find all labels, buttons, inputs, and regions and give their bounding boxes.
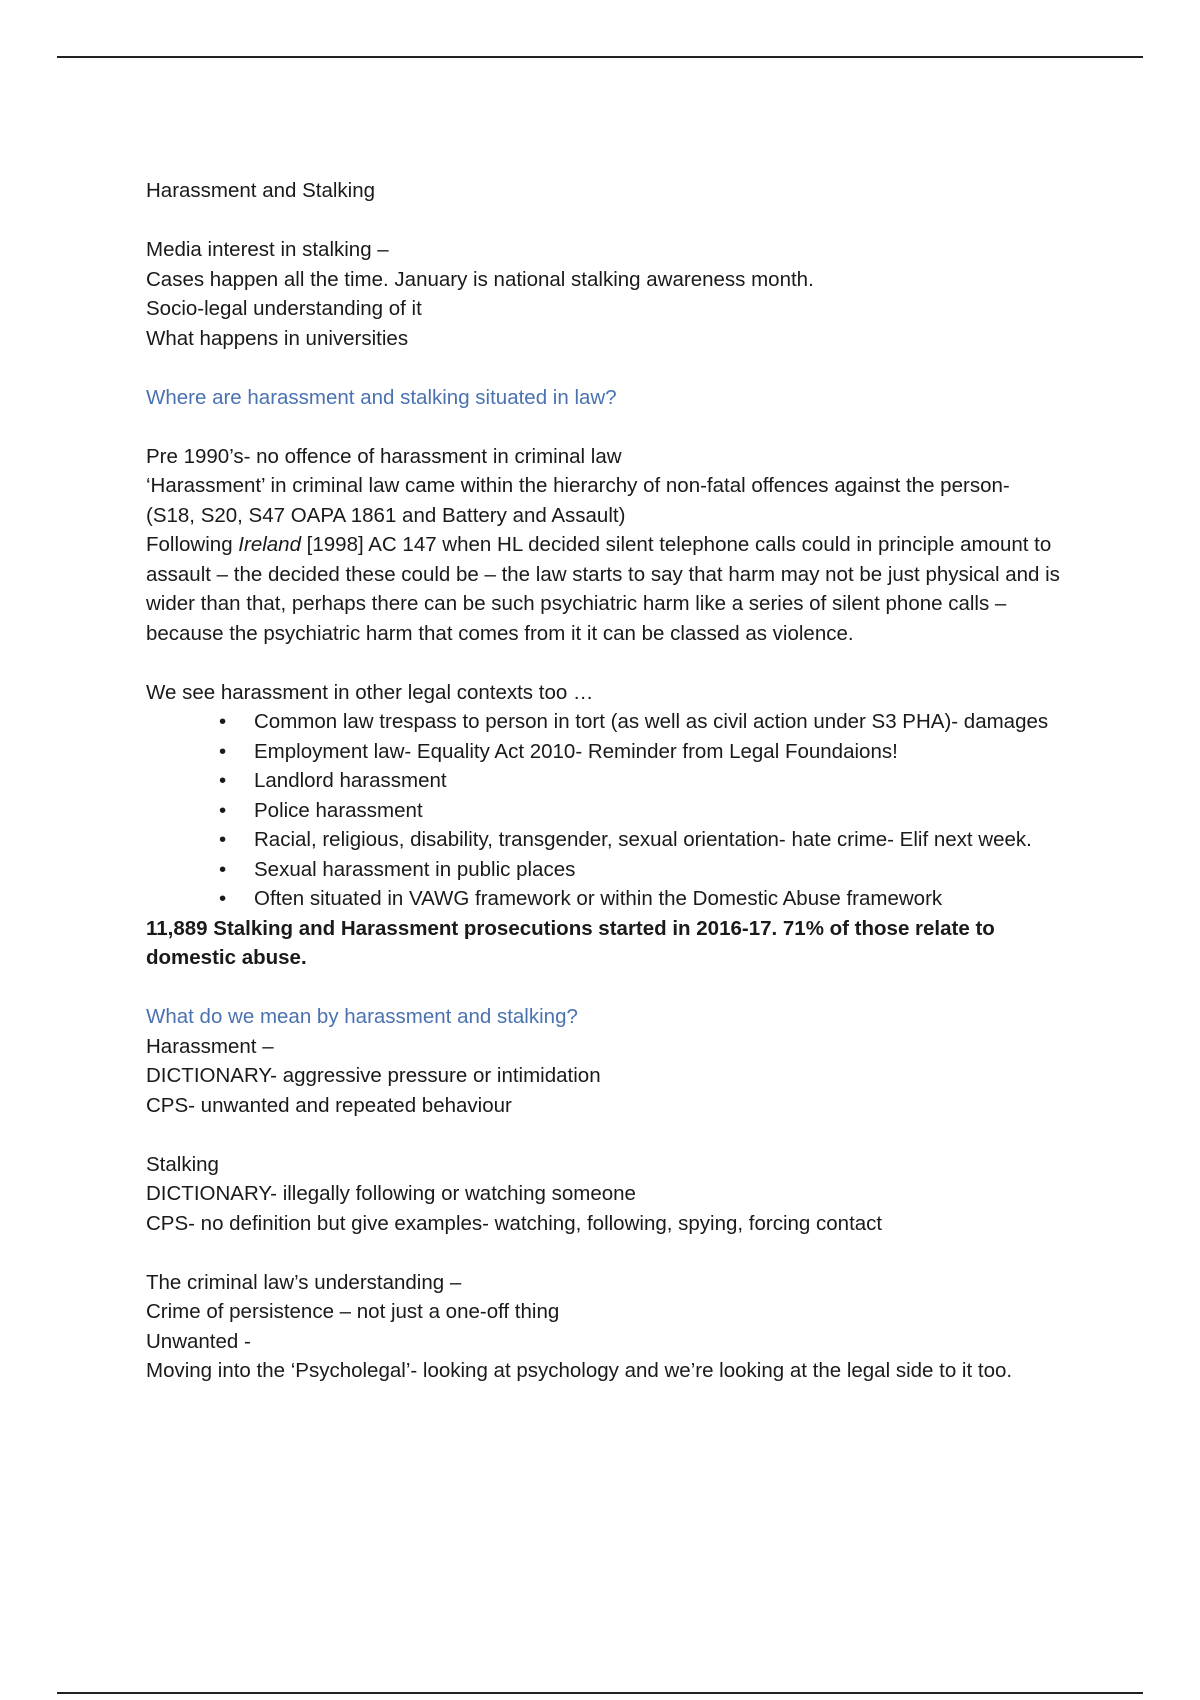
- intro-line: What happens in universities: [146, 326, 409, 350]
- list-item-text: Sexual harassment in public places: [254, 857, 576, 881]
- paragraph-line: Crime of persistence – not just a one-off thing: [146, 1300, 560, 1323]
- spacer: [146, 648, 1066, 678]
- definition-line: CPS- unwanted and repeated behaviour: [146, 1093, 512, 1117]
- document-body: [146, 176, 1066, 1386]
- intro-line: Cases happen all the time. January is national stalking awareness month.: [146, 267, 814, 291]
- ireland-text-before: Following: [146, 533, 239, 556]
- spacer: [146, 206, 1066, 236]
- list-item: [219, 707, 1066, 737]
- page-bottom-rule: [57, 1692, 1143, 1694]
- section-heading-meaning: What do we mean by harassment and stalking?: [146, 1005, 578, 1028]
- bullet-icon: •: [219, 739, 227, 763]
- ireland-paragraph: [146, 530, 1066, 648]
- paragraph-line: Pre 1990’s- no offence of harassment in criminal law: [146, 444, 622, 468]
- bullet-icon: •: [219, 857, 227, 881]
- paragraph-line: (S18, S20, S47 OAPA 1861 and Battery and Assault): [146, 503, 626, 527]
- definition-line: CPS- no definition but give examples- watching, following, spying, forcing contact: [146, 1211, 883, 1235]
- intro-line: Media interest in stalking –: [146, 238, 389, 261]
- bullet-icon: •: [219, 769, 227, 792]
- legal-contexts-list: [146, 707, 1066, 914]
- list-item: [219, 766, 1066, 796]
- list-item-text: Racial, religious, disability, transgender, sexual orientation- hate crime- Elif next week.: [254, 828, 1032, 851]
- list-item: [219, 855, 1066, 885]
- spacer: [146, 1238, 1066, 1268]
- list-item-text: Often situated in VAWG framework or within the Domestic Abuse framework: [254, 887, 943, 910]
- paragraph-line: Unwanted -: [146, 1329, 251, 1353]
- list-item: [219, 825, 1066, 855]
- spacer: [146, 412, 1066, 442]
- spacer: [146, 1120, 1066, 1150]
- definition-label: Stalking: [146, 1152, 219, 1176]
- spacer: [146, 973, 1066, 1003]
- list-item: [219, 796, 1066, 826]
- list-item-text: Landlord harassment: [254, 769, 447, 792]
- intro-line: Socio-legal understanding of it: [146, 297, 422, 320]
- list-item: [219, 884, 1066, 914]
- paragraph-line: Moving into the ‘Psycholegal’- looking at psychology and we’re looking at the legal side to it too.: [146, 1359, 1013, 1382]
- page-top-rule: [57, 56, 1143, 58]
- list-item-text: Employment law- Equality Act 2010- Reminder from Legal Foundaions!: [254, 739, 898, 763]
- definition-line: DICTIONARY- aggressive pressure or intimidation: [146, 1064, 601, 1087]
- prosecution-statistic: 11,889 Stalking and Harassment prosecutions started in 2016-17. 71% of those relate to domestic abuse.: [146, 916, 995, 969]
- bullet-icon: •: [219, 887, 227, 910]
- bullet-icon: •: [219, 798, 227, 822]
- legal-contexts-lead: We see harassment in other legal contexts too …: [146, 680, 594, 704]
- list-item: [219, 737, 1066, 767]
- bullet-icon: •: [219, 710, 227, 733]
- ireland-text-after: [1998] AC 147 when HL decided silent telephone calls could in principle amount to assault – the decided these could be – the law starts to say that harm may not be just physical and is wider than that, perhaps there can be such psychiatric harm like a series of silent phone calls – because the psychiatric harm that comes from it it can be classed as violence.: [146, 533, 1060, 645]
- bullet-icon: •: [219, 828, 227, 851]
- list-item-text: Police harassment: [254, 798, 423, 822]
- section-heading-situated-in-law: Where are harassment and stalking situated in law?: [146, 385, 617, 409]
- definition-line: DICTIONARY- illegally following or watching someone: [146, 1182, 636, 1205]
- paragraph-line: The criminal law’s understanding –: [146, 1270, 462, 1294]
- document-title: Harassment and Stalking: [146, 179, 376, 202]
- definition-label: Harassment –: [146, 1034, 274, 1058]
- list-item-text: Common law trespass to person in tort (as well as civil action under S3 PHA)- damages: [254, 710, 1049, 733]
- spacer: [146, 353, 1066, 383]
- ireland-case-name: Ireland: [238, 533, 301, 556]
- paragraph-line: ‘Harassment’ in criminal law came within the hierarchy of non-fatal offences against the person-: [146, 474, 1010, 497]
